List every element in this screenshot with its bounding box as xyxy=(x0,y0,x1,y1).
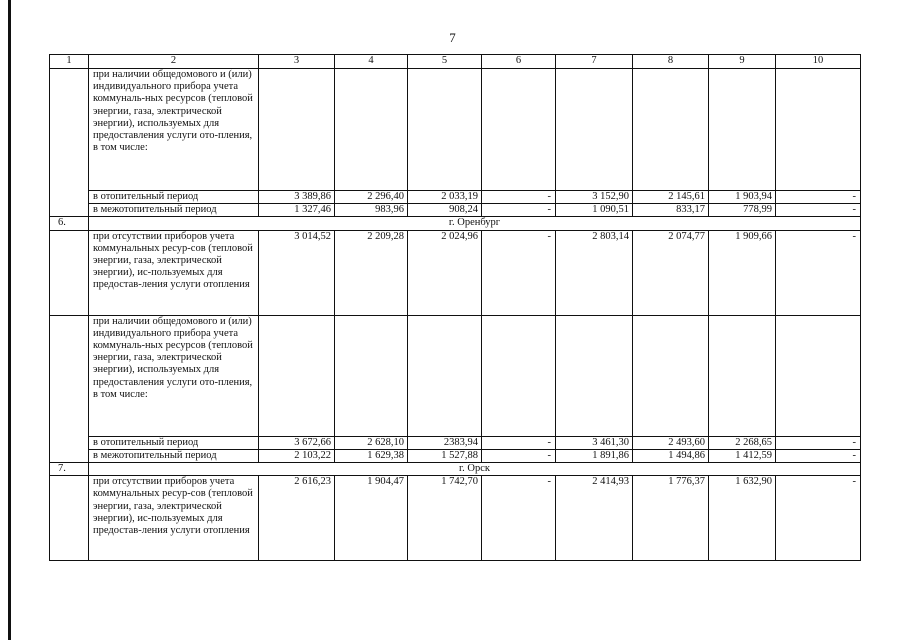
description-cell: при отсутствии приборов учета коммунальных ресур-сов (тепловой энергии, газа, электрической энергии), ис-пользуемых для предостав-ления услуги отопления xyxy=(89,230,259,315)
table-row xyxy=(50,476,861,561)
value-cell: - xyxy=(482,476,556,561)
value-cell: 1 412,59 xyxy=(709,449,776,462)
value-cell: - xyxy=(776,191,861,204)
value-cell: 3 672,66 xyxy=(259,436,335,449)
value-cell: 2 628,10 xyxy=(335,436,408,449)
header-cell: 9 xyxy=(709,55,776,69)
value-cell: - xyxy=(776,230,861,315)
value-cell: - xyxy=(776,476,861,561)
value-cell: 1 494,86 xyxy=(633,449,709,462)
header-cell: 4 xyxy=(335,55,408,69)
value-cell: 2 493,60 xyxy=(633,436,709,449)
value-cell: 1 904,47 xyxy=(335,476,408,561)
header-cell: 10 xyxy=(776,55,861,69)
value-cell: - xyxy=(482,436,556,449)
value-cell: 2 616,23 xyxy=(259,476,335,561)
tariff-table xyxy=(49,54,861,561)
table-row xyxy=(50,204,861,217)
header-cell: 7 xyxy=(556,55,633,69)
table-row xyxy=(50,436,861,449)
period-label: в межотопительный период xyxy=(89,449,259,462)
value-cell: - xyxy=(482,191,556,204)
value-cell: 2 103,22 xyxy=(259,449,335,462)
value-cell: 3 152,90 xyxy=(556,191,633,204)
header-cell: 3 xyxy=(259,55,335,69)
header-cell: 5 xyxy=(408,55,482,69)
value-cell: 3 014,52 xyxy=(259,230,335,315)
value-cell: 2 074,77 xyxy=(633,230,709,315)
value-cell: 2 803,14 xyxy=(556,230,633,315)
value-cell: 1 632,90 xyxy=(709,476,776,561)
value-cell: 2383,94 xyxy=(408,436,482,449)
value-cell: 2 414,93 xyxy=(556,476,633,561)
table-row xyxy=(50,315,861,436)
header-cell: 8 xyxy=(633,55,709,69)
value-cell: 833,17 xyxy=(633,204,709,217)
header-row xyxy=(50,55,861,69)
value-cell: - xyxy=(776,436,861,449)
city-heading: г. Орск xyxy=(89,463,861,476)
index-cell xyxy=(50,69,89,217)
section-index: 6. xyxy=(50,217,89,230)
section-row xyxy=(50,463,861,476)
value-cell: 1 327,46 xyxy=(259,204,335,217)
value-cell: 1 742,70 xyxy=(408,476,482,561)
value-cell: 1 629,38 xyxy=(335,449,408,462)
header-cell: 1 xyxy=(50,55,89,69)
description-cell: при наличии общедомового и (или) индивидуального прибора учета коммуналь-ных ресурсов (тепловой энергии, газа, электрической энергии), используемых для предоставления услуги ото-пления, в том числе: xyxy=(89,315,259,436)
value-cell: - xyxy=(776,204,861,217)
value-cell: - xyxy=(482,230,556,315)
value-cell: 778,99 xyxy=(709,204,776,217)
value-cell: 1 891,86 xyxy=(556,449,633,462)
table-row xyxy=(50,230,861,315)
table-row xyxy=(50,191,861,204)
value-cell: 983,96 xyxy=(335,204,408,217)
value-cell: 2 033,19 xyxy=(408,191,482,204)
period-label: в межотопительный период xyxy=(89,204,259,217)
value-cell: 1 090,51 xyxy=(556,204,633,217)
value-cell: - xyxy=(482,204,556,217)
description-cell: при отсутствии приборов учета коммунальных ресур-сов (тепловой энергии, газа, электрической энергии), ис-пользуемых для предостав-ления услуги отопления xyxy=(89,476,259,561)
table-row xyxy=(50,449,861,462)
table-row xyxy=(50,69,861,191)
page-number: 7 xyxy=(449,30,456,45)
description-cell: при наличии общедомового и (или) индивидуального прибора учета коммуналь-ных ресурсов (тепловой энергии, газа, электрической энергии), используемых для предоставления услуги ото-пления, в том числе: xyxy=(89,69,259,191)
value-cell: - xyxy=(776,449,861,462)
page-margin-bar xyxy=(8,0,11,640)
value-cell: 2 145,61 xyxy=(633,191,709,204)
value-cell: 2 268,65 xyxy=(709,436,776,449)
section-row xyxy=(50,217,861,230)
value-cell: 1 909,66 xyxy=(709,230,776,315)
header-cell: 6 xyxy=(482,55,556,69)
value-cell: 908,24 xyxy=(408,204,482,217)
value-cell: 1 903,94 xyxy=(709,191,776,204)
period-label: в отопительный период xyxy=(89,436,259,449)
value-cell: 1 527,88 xyxy=(408,449,482,462)
city-heading: г. Оренбург xyxy=(89,217,861,230)
value-cell: 2 024,96 xyxy=(408,230,482,315)
value-cell: 3 389,86 xyxy=(259,191,335,204)
value-cell: - xyxy=(482,449,556,462)
header-cell: 2 xyxy=(89,55,259,69)
value-cell: 3 461,30 xyxy=(556,436,633,449)
section-index: 7. xyxy=(50,463,89,476)
period-label: в отопительный период xyxy=(89,191,259,204)
value-cell: 2 296,40 xyxy=(335,191,408,204)
value-cell: 2 209,28 xyxy=(335,230,408,315)
value-cell: 1 776,37 xyxy=(633,476,709,561)
